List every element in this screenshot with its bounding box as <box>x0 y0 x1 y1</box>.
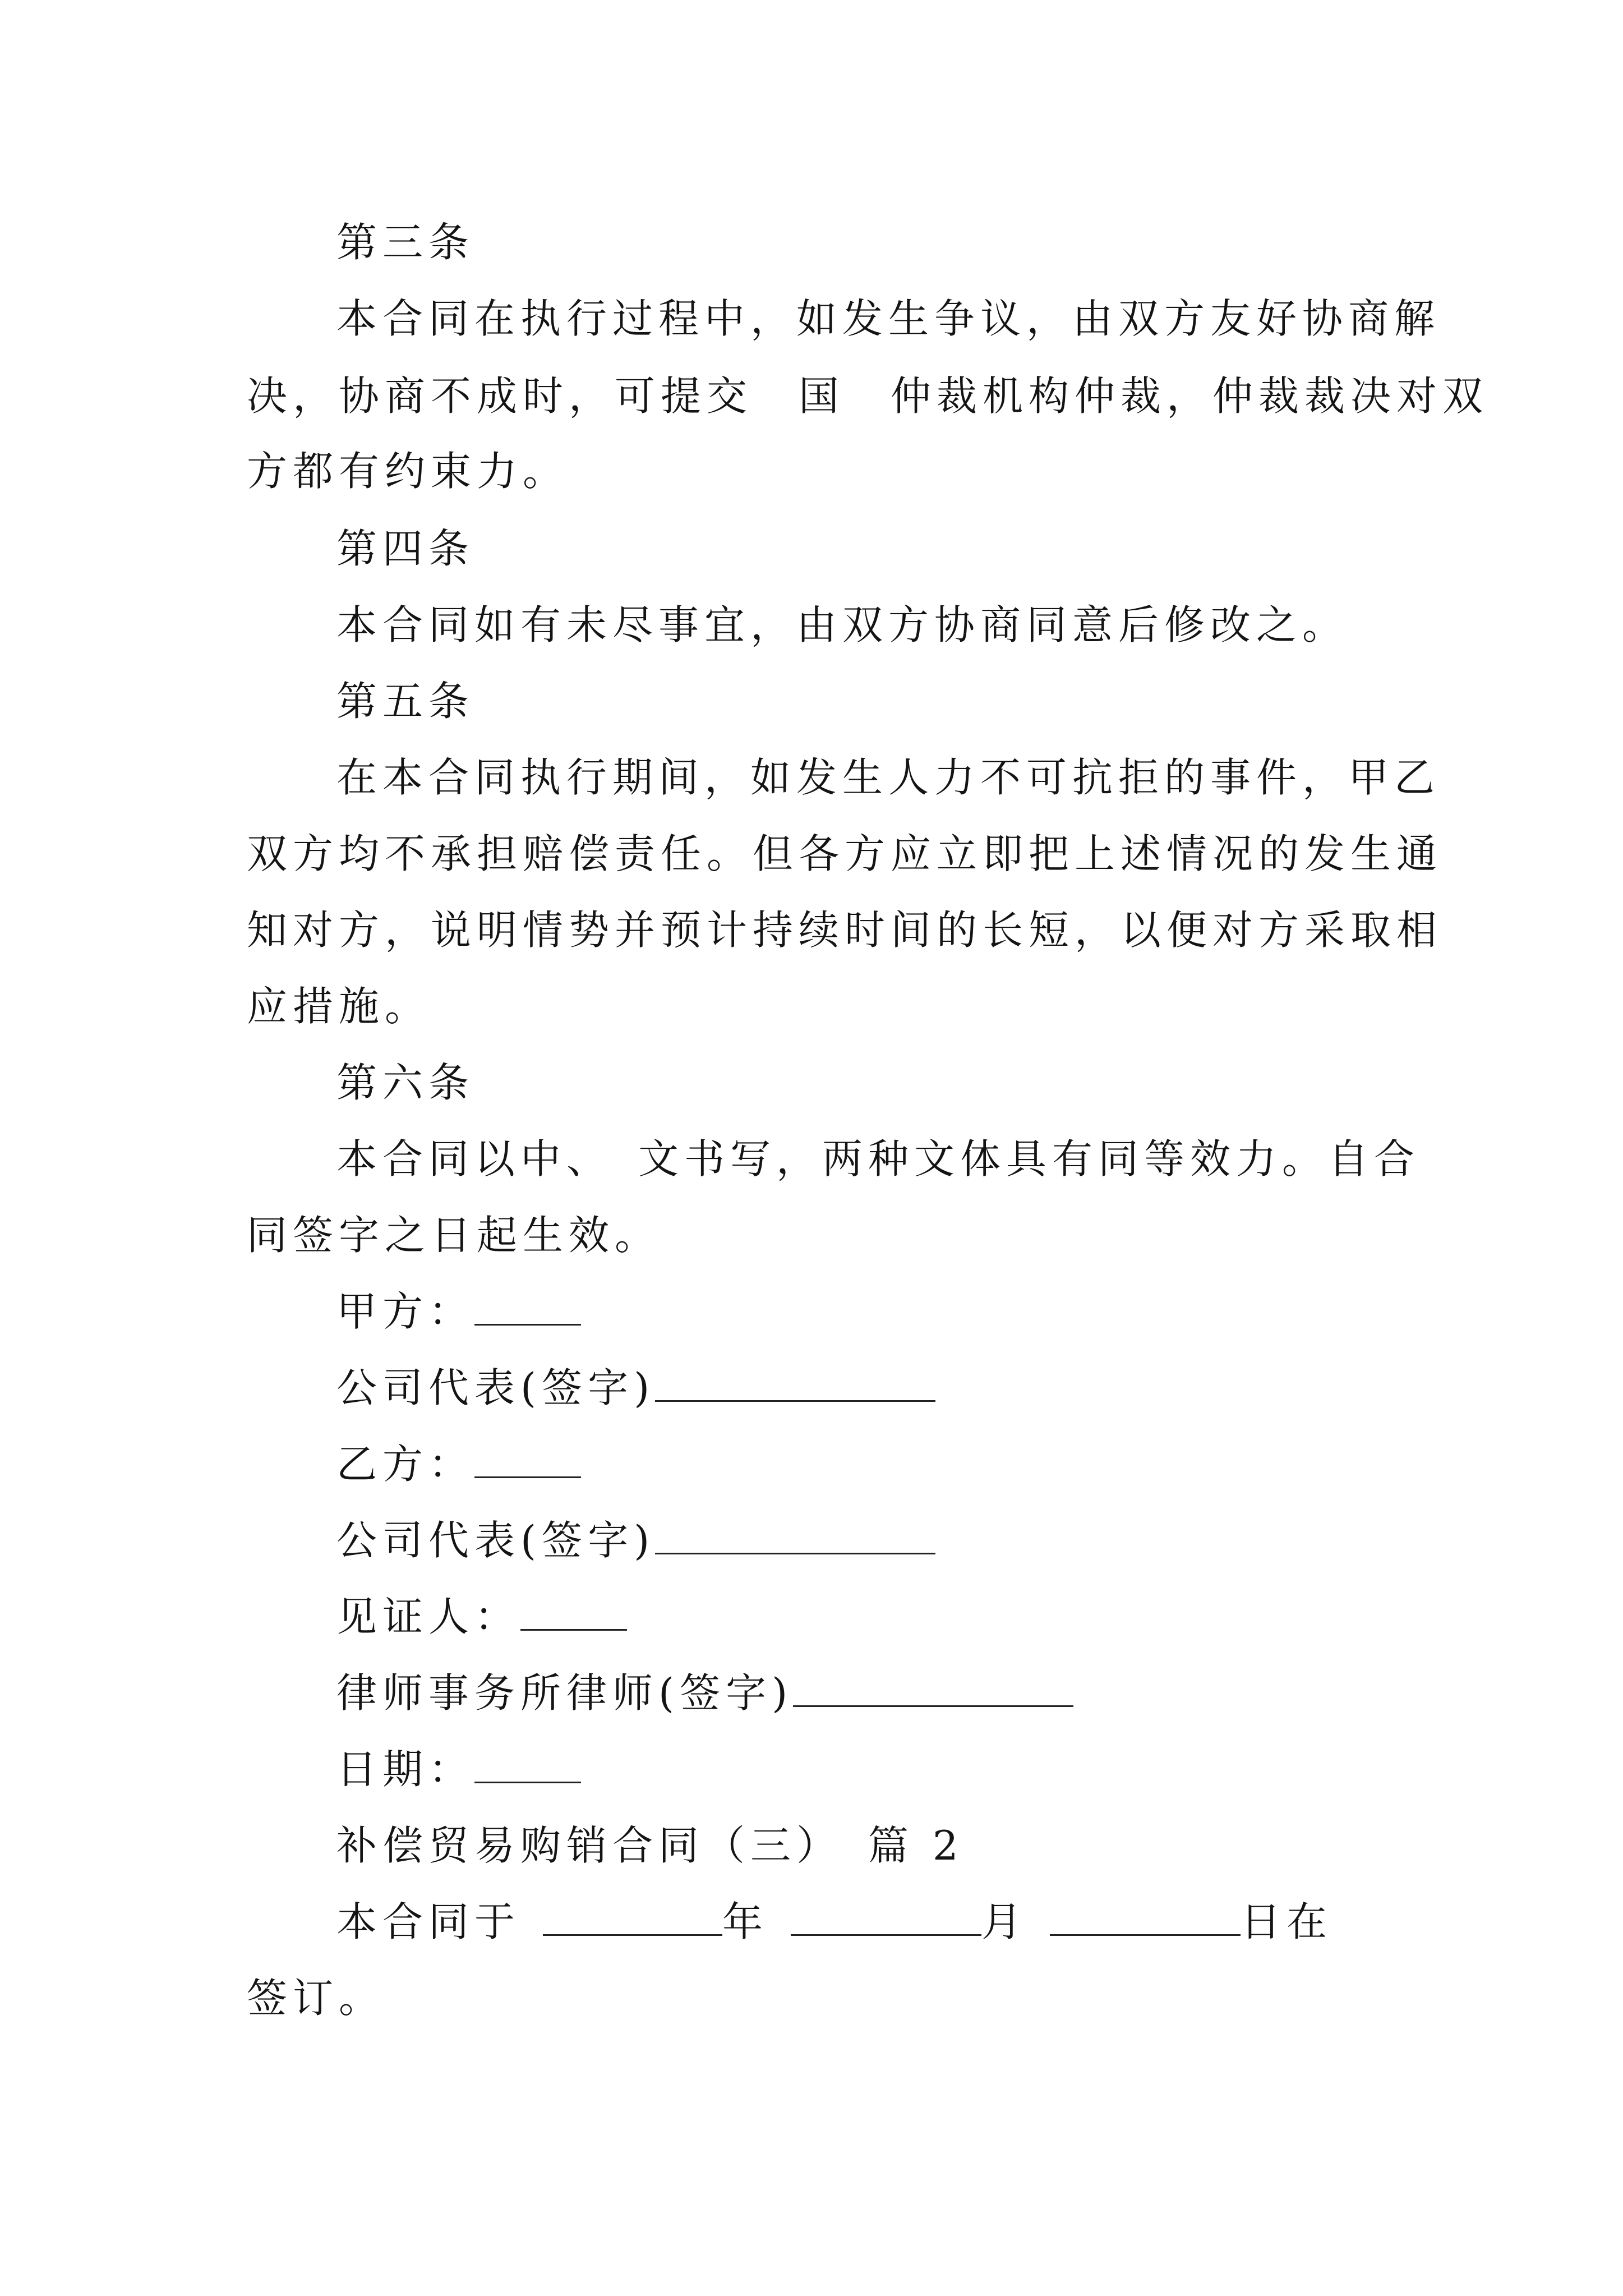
article-5-heading: 第五条 <box>336 678 475 725</box>
party-a-blank[interactable] <box>474 1318 581 1326</box>
day-blank[interactable] <box>1050 1929 1241 1936</box>
lawyer-line <box>336 1665 1073 1721</box>
article-6-line-1: 本合同以中、 文书写，两种文体具有同等效力。自合 <box>336 1135 1421 1182</box>
rep-b-blank[interactable] <box>655 1547 935 1554</box>
article-5-line-3: 知对方，说明情势并预计持续时间的长短，以便对方采取相 <box>247 907 1443 954</box>
date-blank[interactable] <box>474 1776 581 1783</box>
date-line <box>336 1741 581 1797</box>
article-5-line-2: 双方均不承担赔偿责任。但各方应立即把上述情况的发生通 <box>247 830 1443 877</box>
article-3-line-3: 方都有约束力。 <box>247 448 569 495</box>
article-4-heading: 第四条 <box>336 525 475 572</box>
year-label: 年 <box>722 1898 769 1945</box>
section-2-sign-line <box>336 1894 1332 1950</box>
party-b-label: 乙方： <box>336 1441 475 1488</box>
witness-label: 见证人： <box>336 1593 521 1640</box>
party-a-label: 甲方： <box>336 1288 475 1335</box>
article-3-line-1: 本合同在执行过程中，如发生争议，由双方友好协商解 <box>336 295 1441 342</box>
witness-line <box>336 1589 627 1645</box>
article-3-line-2: 决，协商不成时，可提交 国 仲裁机构仲裁，仲裁裁决对双 <box>247 372 1489 420</box>
rep-a-line <box>336 1360 935 1416</box>
article-3-heading: 第三条 <box>336 219 475 266</box>
rep-a-label: 公司代表(签字) <box>336 1364 656 1411</box>
section-2-sign-suffix: 签订。 <box>247 1975 385 2022</box>
rep-b-line <box>336 1512 935 1568</box>
section-2-title: 补偿贸易购销合同（三） 篇 2 <box>336 1822 964 1869</box>
year-blank[interactable] <box>543 1929 722 1936</box>
rep-b-label: 公司代表(签字) <box>336 1517 656 1564</box>
rep-a-blank[interactable] <box>655 1395 935 1402</box>
lawyer-blank[interactable] <box>793 1700 1073 1707</box>
party-b-blank[interactable] <box>474 1471 581 1478</box>
date-label: 日期： <box>336 1746 475 1793</box>
article-5-line-1: 在本合同执行期间，如发生人力不可抗拒的事件，甲乙 <box>336 754 1441 801</box>
day-at-label: 日在 <box>1241 1898 1333 1945</box>
witness-blank[interactable] <box>520 1623 627 1631</box>
party-a-line <box>336 1283 581 1340</box>
lawyer-label: 律师事务所律师(签字) <box>336 1669 794 1717</box>
article-6-line-2: 同签字之日起生效。 <box>247 1212 661 1259</box>
month-blank[interactable] <box>791 1929 981 1936</box>
article-5-line-4: 应措施。 <box>247 983 431 1030</box>
month-label: 月 <box>981 1898 1028 1945</box>
article-6-heading: 第六条 <box>336 1059 475 1106</box>
party-b-line <box>336 1436 581 1492</box>
sign-prefix: 本合同于 <box>336 1898 521 1945</box>
article-4-line-1: 本合同如有未尽事宜，由双方协商同意后修改之。 <box>336 601 1349 648</box>
